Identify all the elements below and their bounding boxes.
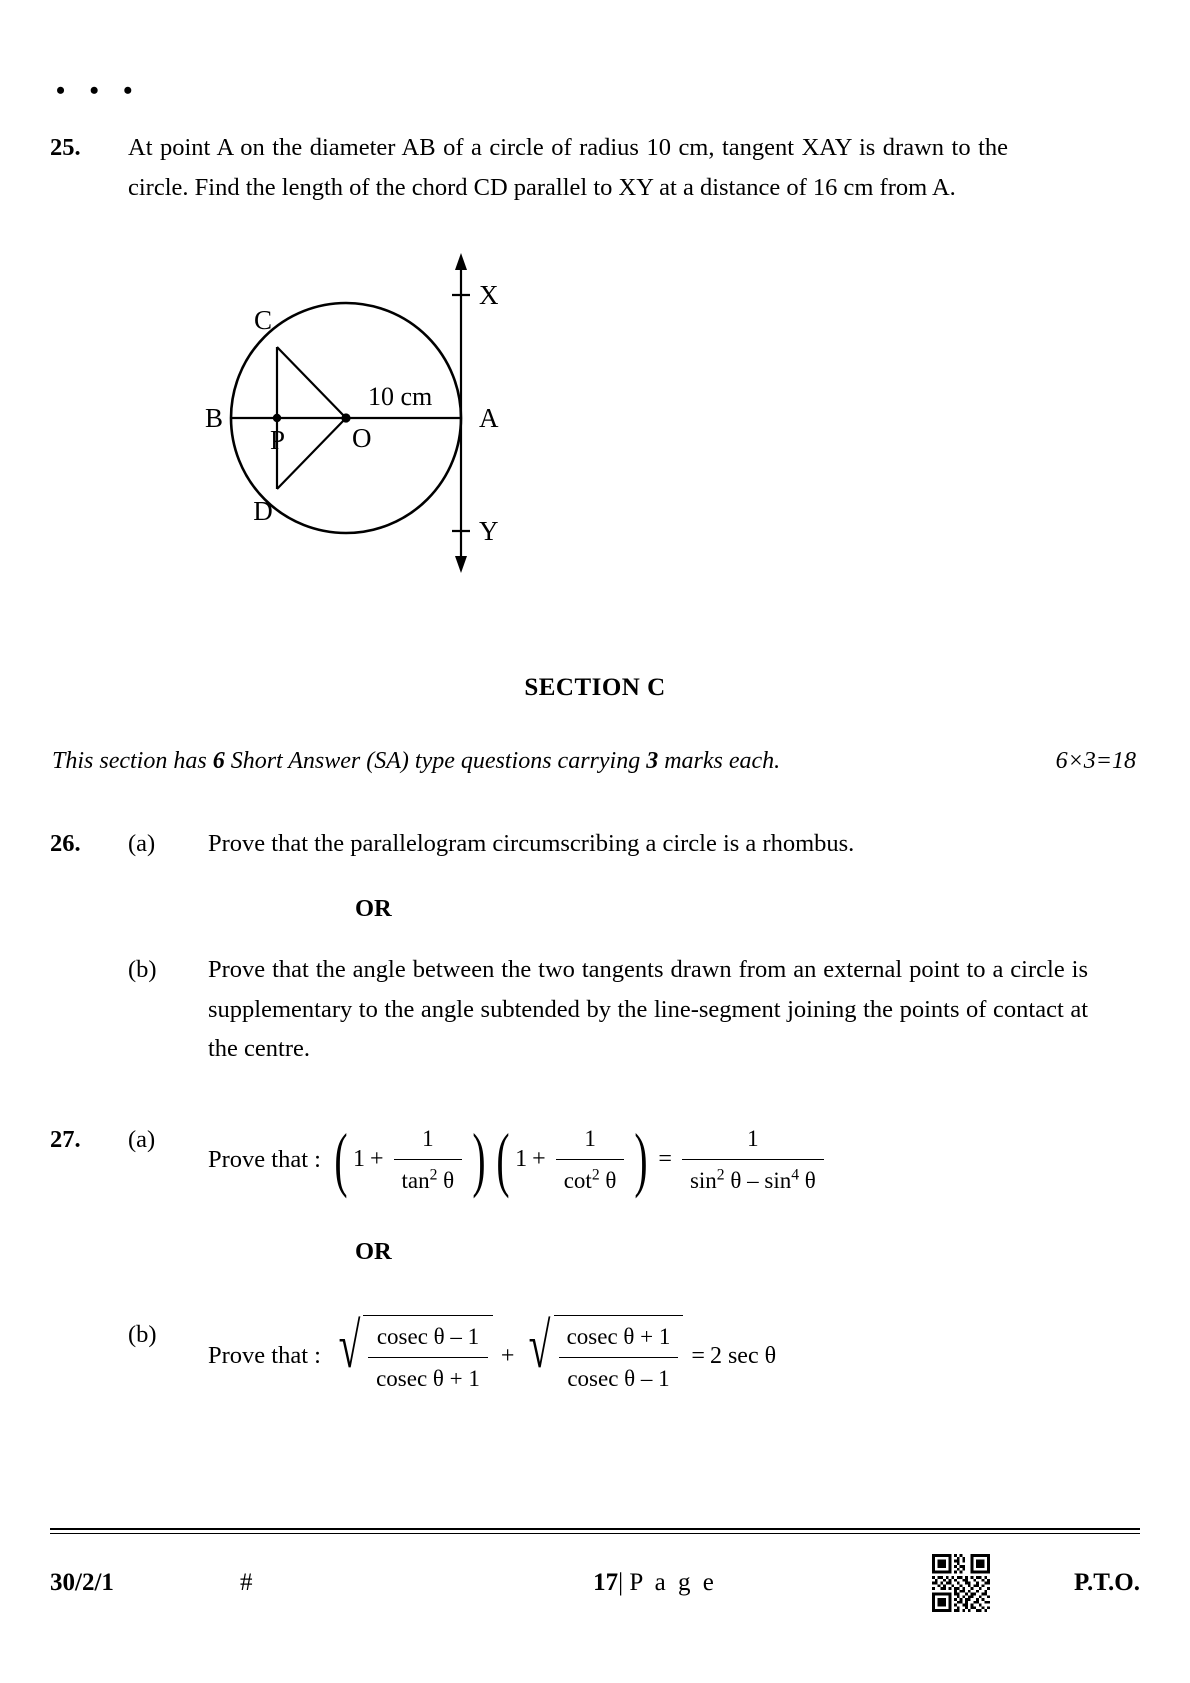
question-25-number: 25. — [50, 134, 81, 161]
fraction-b2-denominator: cosec θ – 1 — [559, 1357, 677, 1397]
question-27-option-b-label: (b) — [128, 1321, 157, 1348]
fraction-b2 — [559, 1318, 679, 1398]
cot-theta: θ — [605, 1168, 617, 1194]
f2-plus: + — [532, 1146, 546, 1173]
continuation-dots: • • • — [56, 76, 142, 105]
section-c-note — [52, 748, 1138, 775]
label-d: D — [253, 496, 273, 526]
question-26-option-b-label: (b) — [128, 956, 157, 983]
right-paren-2: ) — [634, 1119, 649, 1200]
page-word: P a g e — [629, 1569, 717, 1596]
fraction-b1-numerator: cosec θ – 1 — [376, 1324, 480, 1349]
page-footer — [50, 1548, 1140, 1618]
question-26-option-a-label: (a) — [128, 830, 156, 857]
radicand-2 — [554, 1315, 684, 1398]
label-radius: 10 cm — [368, 382, 433, 411]
fraction-1-numerator: 1 — [422, 1126, 434, 1151]
cot-fn: cot — [563, 1168, 592, 1194]
section-c-heading: SECTION C — [524, 674, 666, 701]
question-26 — [50, 824, 1140, 864]
question-27-option-b — [50, 1310, 1150, 1398]
question-25-text: At point A on the diameter AB of a circle of radius 10 cm, tangent XAY is drawn to the circle. Find the length of the chord CD parallel to XY at a distance of 16 cm from A. — [128, 134, 1008, 201]
point-p — [273, 414, 281, 422]
label-b: B — [204, 403, 224, 433]
page-indicator — [440, 1569, 870, 1597]
radical-sign-2: √ — [529, 1310, 551, 1381]
fraction-2 — [556, 1120, 625, 1200]
page-separator: | — [618, 1569, 624, 1596]
f2-one: 1 — [515, 1146, 528, 1173]
note-marks-each: 3 — [646, 748, 659, 774]
question-26-option-b-text: Prove that the angle between the two tangents drawn from an external point to a circle is supplementary to the angle subtended by the line-segment joining the points of contact at the centre. — [208, 956, 1088, 1063]
radius-od — [277, 418, 346, 489]
label-c: C — [253, 305, 273, 335]
question-26-option-b — [50, 950, 1140, 1069]
question-27-number: 27. — [50, 1126, 81, 1153]
question-27b-lead: Prove that : — [208, 1342, 321, 1370]
qr-code-icon — [932, 1554, 990, 1612]
note-question-count: 6 — [212, 748, 225, 774]
f1-plus: + — [369, 1146, 384, 1173]
note-suffix: marks each. — [658, 748, 781, 774]
sin2-exponent: 2 — [716, 1166, 725, 1184]
fraction-b2-numerator: cosec θ + 1 — [566, 1324, 671, 1349]
question-27-option-a-body — [208, 1120, 1108, 1200]
fraction-1-denominator — [394, 1159, 463, 1199]
tangent-arrow-bottom — [455, 556, 467, 573]
question-26-option-a-text: Prove that the parallelogram circumscribing a circle is a rhombus. — [208, 830, 855, 857]
left-paren-2: ( — [496, 1119, 510, 1200]
fraction-b1 — [368, 1318, 488, 1398]
tangent-arrow-top — [455, 253, 467, 270]
equals-sign-27a: = — [658, 1146, 672, 1173]
formula-27a — [329, 1120, 829, 1200]
tan-exponent: 2 — [429, 1166, 438, 1184]
question-27a-lead: Prove that : — [208, 1145, 321, 1173]
right-paren-1: ) — [472, 1119, 486, 1200]
or-separator-27: OR — [355, 1238, 392, 1265]
label-o: O — [352, 423, 372, 453]
equals-sign-27b: = — [691, 1342, 705, 1369]
label-a: A — [479, 403, 499, 433]
sin4-theta: θ — [804, 1168, 816, 1194]
fraction-2-denominator — [556, 1159, 625, 1199]
sin2-fn: sin — [689, 1168, 717, 1194]
note-prefix: This section has — [52, 748, 213, 774]
fraction-1 — [394, 1120, 463, 1200]
f1-one: 1 — [352, 1146, 365, 1173]
tan-theta: θ — [443, 1168, 455, 1194]
fraction-rhs-numerator: 1 — [747, 1126, 759, 1151]
sqrt-term-1 — [332, 1310, 493, 1398]
page-number: 17 — [593, 1569, 619, 1596]
question-25 — [50, 128, 1140, 207]
footer-divider — [50, 1528, 1140, 1530]
sqrt-term-2 — [522, 1310, 683, 1398]
sin4-exponent: 4 — [791, 1166, 800, 1184]
diagram-svg — [196, 243, 526, 573]
pto-label: P.T.O. — [1074, 1569, 1140, 1596]
fraction-rhs — [682, 1120, 824, 1200]
fraction-rhs-denominator — [682, 1159, 824, 1199]
fraction-b1-denominator: cosec θ + 1 — [368, 1357, 488, 1397]
plus-sign-27b: + — [500, 1342, 515, 1369]
label-x: X — [479, 280, 499, 310]
section-c-total-marks: 6×3=18 — [1055, 748, 1136, 774]
circle-tangent-diagram — [196, 243, 526, 573]
sin2-theta: θ — [730, 1168, 742, 1194]
centre-point-o — [341, 413, 350, 422]
hash-marker: # — [240, 1569, 253, 1596]
radius-oc — [277, 347, 346, 418]
label-y: Y — [479, 516, 499, 546]
rhs-27b: 2 sec θ — [709, 1342, 777, 1369]
rhs-minus: – — [747, 1168, 759, 1194]
radical-sign-1: √ — [338, 1310, 361, 1381]
or-separator-26: OR — [355, 895, 392, 922]
qr-code — [870, 1554, 990, 1612]
cot-exponent: 2 — [591, 1166, 600, 1184]
note-middle: Short Answer (SA) type questions carrying — [224, 748, 647, 774]
question-27-option-b-body — [208, 1310, 1108, 1398]
sin4-fn: sin — [764, 1168, 792, 1194]
question-27-option-a-label: (a) — [128, 1126, 156, 1153]
section-c-note-text — [52, 748, 780, 775]
formula-27b — [329, 1310, 777, 1398]
tan-fn: tan — [401, 1168, 430, 1194]
paper-code: 30/2/1 — [50, 1569, 114, 1596]
label-p: P — [270, 425, 286, 455]
fraction-2-numerator: 1 — [584, 1126, 596, 1151]
question-27 — [50, 1120, 1150, 1200]
radicand-1 — [363, 1315, 493, 1398]
left-paren-1: ( — [334, 1119, 348, 1200]
question-26-number: 26. — [50, 830, 81, 857]
